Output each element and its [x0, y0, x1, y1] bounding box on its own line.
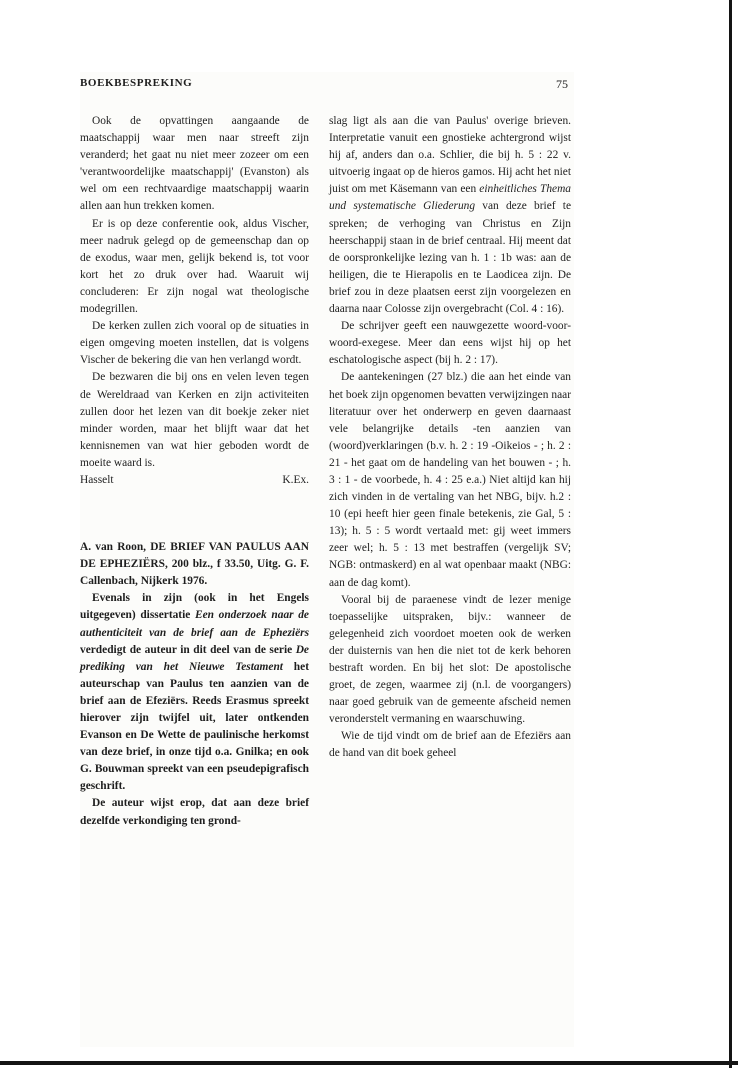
quoted-title-italic: einheitliches Thema und systematische Gliederung [329, 183, 571, 213]
paragraph: Ook de opvattingen aangaande de maatschappij waar men naar streeft zijn veranderd; het gaat nu niet meer zozeer om een 'verantwoordelijke maatschappij' (Evanston) als wel om een rechtvaardige maatschappij waarin allen aan hun trekken komen. [80, 115, 309, 213]
signature-initials: K.Ex. [282, 473, 309, 486]
review-paragraph: De aantekeningen (27 blz.) die aan het einde van het boek zijn opgenomen bevatten verwijzingen naar literatuur over het onderwerp en geven daarnaast vele belangrijke details -ten aanzien van (woord)verklaringen (b.v. h. 2 : 19 -Oikeios - ; h. 2 : 21 - het gaat om de handeling van het bouwen - ; h. 3 : 1 - de voorbede, h. 4 : 25 e.a.) Niet altijd kan hij zich vinden in de vertaling van het NBG, bijv. h.2 : 10 (epi heeft hier geen finale betekenis, zie Gal, 5 : 13); h. 5 : 5 wordt vertaald met: gij weet immers zeer wel; h. 5 : 13 met bestraffen (vergelijk SV; NGB: ontmaskerd) en al wat openbaar maakt (NBG: aan de dag komt). [329, 371, 571, 589]
book-title-italic: Een onderzoek naar de authenticiteit van de brief aan de Epheziërs [80, 609, 309, 639]
review-paragraph: De auteur wijst erop, dat aan deze brief dezelfde verkondiging ten grond- [80, 797, 309, 827]
review-paragraph: De schrijver geeft een nauwgezette woord-voor-woord-exegese. Meer dan eens wijst hij op het eschatologische aspect (bij h. 2 : 17). [329, 320, 571, 367]
text-run: verdedigt de auteur in dit deel van de serie [80, 643, 296, 656]
paragraph: De kerken zullen zich vooral op de situaties in eigen omgeving moeten instellen, dat is volgens Vischer de bekering die van hen verlangd wordt. [80, 320, 309, 367]
text-run: van deze brief te spreken; de verhoging van Christus en Zijn heerschappij staan in de brief centraal. Hij meent dat de oorspronkelijke lezing van h. 1 : 1b was: aan de heiligen, die te Hierapolis en te Laodicea zijn. De brief zou in deze plaatsen eerst zijn voorgelezen en daarna naar Colosse zijn overgebracht (Col. 4 : 16). [329, 200, 572, 316]
running-head: BOEKBESPREKING [80, 77, 193, 89]
book-review [80, 539, 309, 830]
paragraph: Er is op deze conferentie ook, aldus Vischer, meer nadruk gelegd op de gemeenschap dan op de exodus, waar men, gelijk bekend is, tot voor kort het zo druk over had. Waaruit wij concluderen: Er zijn nogal wat theologische modegrillen. [80, 217, 309, 316]
review-signature [80, 472, 309, 489]
series-title-italic: De prediking van het Nieuwe Testament [80, 643, 309, 673]
text-run: slag ligt als aan die van Paulus' overige brieven. Interpretatie vanuit een gnostieke achtergrond wijst hij af, anders dan o.a. Schlier, die bij h. 5 : 22 v. uitvoerig ingaat op de hieros gamos. Hij acht het niet juist om met Käsemann van een [329, 115, 571, 196]
right-column [329, 113, 571, 763]
signature-place: Hasselt [80, 473, 114, 486]
paragraph: De bezwaren die bij ons en velen leven tegen de Wereldraad van Kerken en zijn activiteiten zullen door het lezen van dit boekje zeker niet minder worden, maar het blijft waar dat het kennisnemen van wat hier geboden wordt de moeite waard is. [80, 371, 309, 469]
left-column [80, 113, 309, 830]
page-number: 75 [556, 77, 568, 91]
review-paragraph: Vooral bij de paraenese vindt de lezer menige toepasselijke uitspraken, bijv.: wanneer de gelegenheid zich voordoet moeten ook de werken der duisternis van hen die niet tot de kerk behoren bestraft worden. En bij het slot: De apostolische groet, de zegen, waarmee zij (n.l. de voorgangers) naar goed gebruik van de gemeente afscheid nemen veronderstelt vermaning en waarschuwing. [329, 593, 571, 726]
text-run: Evenals in zijn (ook in het Engels uitgegeven) dissertatie [80, 592, 309, 622]
text-run: het auteurschap van Paulus ten aanzien van de brief aan de Efeziërs. Reeds Erasmus spreekt hierover zijn twijfel uit, later ontkenden Evanson en De Wette de paulinische herkomst van deze brief, in onze tijd o.a. Gnilka; en ook G. Bouwman spreekt van een pseudepigrafisch geschrift. [80, 660, 309, 793]
review-paragraph: Wie de tijd vindt om de brief aan de Efeziërs aan de hand van dit boek geheel [329, 730, 571, 760]
review-paragraph [80, 590, 309, 795]
scan-edge-right [729, 0, 732, 1068]
review-paragraph-continued [329, 113, 571, 318]
bibliographic-entry: A. van Roon, DE BRIEF VAN PAULUS AAN DE EPHEZIËRS, 200 blz., f 33.50, Uitg. G. F. Callenbach, Nijkerk 1976. [80, 541, 309, 588]
scan-edge-bottom [0, 1061, 738, 1065]
